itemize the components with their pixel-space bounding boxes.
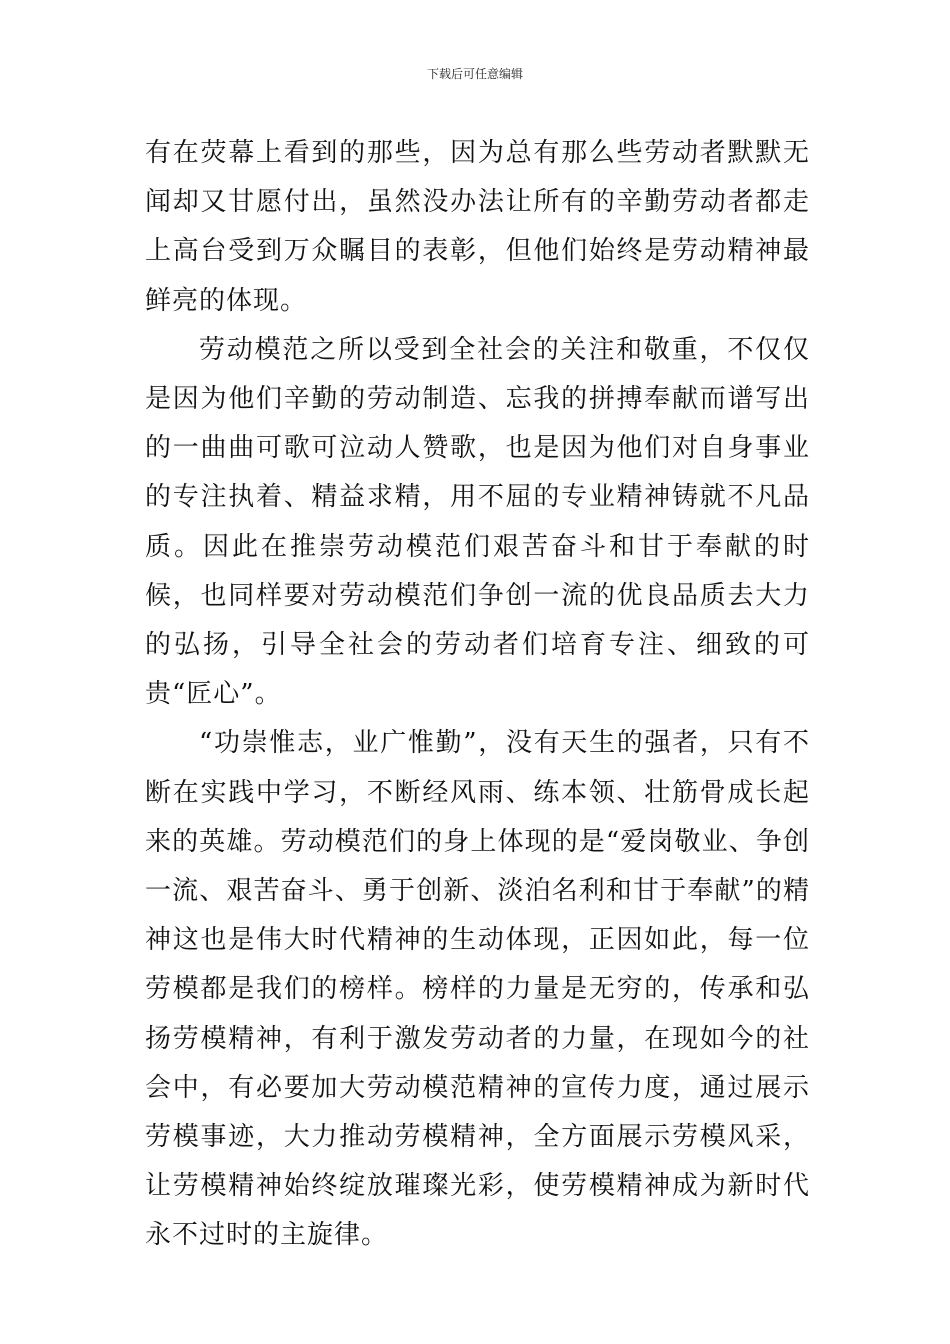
paragraph-labor-models: 劳动模范之所以受到全社会的关注和敬重，不仅仅是因为他们辛勤的劳动制造、忘我的拼搏奉献而谱写出的一曲曲可歌可泣动人赞歌，也是因为他们对自身事业的专注执着、精益求精，用不屈的专业精神铸就不凡品质。因此在推崇劳动模范们艰苦奋斗和甘于奉献的时候，也同样要对劳动模范们争创一流的优良品质去大力的弘扬，引导全社会的劳动者们培育专注、细致的可贵“匠心”。 [145,334,810,710]
paragraph-continued: 有在荧幕上看到的那些，因为总有那么些劳动者默默无闻却又甘愿付出，虽然没办法让所有的辛勤劳动者都走上高台受到万众瞩目的表彰，但他们始终是劳动精神最鲜亮的体现。 [145,138,810,316]
page-header: 下载后可任意编辑 [426,67,523,81]
document-body [145,129,810,1261]
paragraph-spirit: “功崇惟志，业广惟勤”，没有天生的强者，只有不断在实践中学习，不断经风雨、练本领、壮筋骨成长起来的英雄。劳动模范们的身上体现的是“爱岗敬业、争创一流、艰苦奋斗、勇于创新、淡泊名利和甘于奉献”的精神这也是伟大时代精神的生动体现，正因如此，每一位劳模都是我们的榜样。榜样的力量是无穷的，传承和弘扬劳模精神，有利于激发劳动者的力量，在现如今的社会中，有必要加大劳动模范精神的宣传力度，通过展示劳模事迹，大力推动劳模精神，全方面展示劳模风采，让劳模精神始终绽放璀璨光彩，使劳模精神成为新时代永不过时的主旋律。 [145,728,810,1251]
